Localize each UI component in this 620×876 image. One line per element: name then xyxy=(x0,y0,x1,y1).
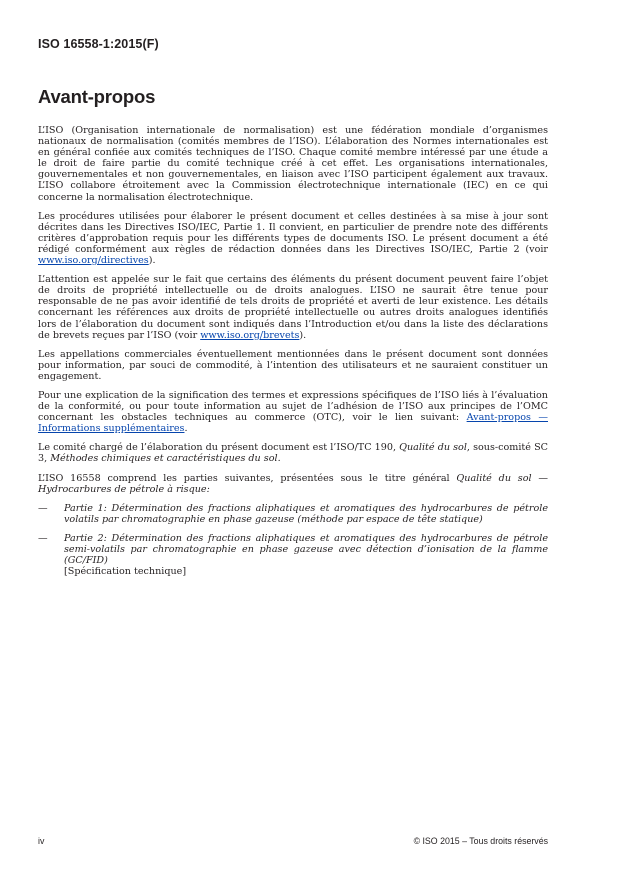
document-body xyxy=(38,125,548,585)
paragraph-iso-intro: L’ISO (Organisation internationale de normalisation) est une fédération mondiale d’organismes nationaux de normalisation (comités membres de l’ISO). L’élaboration des Normes internationales est en général confiée aux comités techniques de l’ISO. Chaque comité membre intéressé par une étude a le droit de faire partie du comité technique créé à cet effet. Les organisations internationales, gouvernementales et non gouvernementales, en liaison avec l’ISO participent également aux travaux. L’ISO collabore étroitement avec la Commission électrotechnique internationale (IEC) en ce qui concerne la normalisation électrotechnique. xyxy=(38,125,548,203)
paragraph-procedures xyxy=(38,211,548,266)
paragraph-conformity-text: Pour une explication de la signification des termes et expressions spécifiques de l’ISO liés à l’évaluation de la conformité, ou pour toute information au sujet de l’adhésion de l’ISO aux principes de l’OMC concernant les obstacles techniques au commerce (OTC), voir le lien suivant: xyxy=(38,389,548,424)
part-note: [Spécification technique] xyxy=(64,566,187,578)
directives-link[interactable]: www.iso.org/directives xyxy=(38,255,149,267)
document-id: ISO 16558-1:2015(F) xyxy=(38,37,159,51)
dash-bullet: — xyxy=(38,532,48,544)
paragraph-procedures-text: Les procédures utilisées pour élaborer le présent document et celles destinées à sa mise à jour sont décrites dans les Directives ISO/IEC, Partie 1. Il convient, en particulier de prendre note des différents critères d’approbation requis pour les différents types de documents ISO. Le présent document a été rédigé conformément aux règles de rédaction données dans les Directives ISO/IEC, Partie 2 (voir xyxy=(38,210,548,255)
paragraph-parts-intro xyxy=(38,473,548,495)
foreword-info-link[interactable]: Avant-propos — Informations supplémentaires xyxy=(38,412,548,435)
committee-text-b: , sous-comité SC 3, xyxy=(38,442,548,465)
patents-link[interactable]: www.iso.org/brevets xyxy=(200,329,300,341)
list-item xyxy=(38,503,548,525)
paragraph-patents-text: L’attention est appelée sur le fait que certains des éléments du présent document peuvent faire l’objet de droits de propriété intellectuelle ou de droits analogues. L’ISO ne saurait être tenue pour responsable de ne pas avoir identifié de tels droits de propriété et averti de leur existence. Les détails concernant les références aux droits de propriété intellectuelle ou autres droits analogues identifiés lors de l’élaboration du document sont indiqués dans l’Introduction et/ou dans la liste des déclarations de brevets reçues par l’ISO (voir xyxy=(38,274,548,341)
committee-name: Qualité du sol xyxy=(399,442,467,454)
parts-list xyxy=(38,503,548,578)
dash-bullet: — xyxy=(38,502,48,514)
part-title: Partie 1: Détermination des fractions aliphatiques et aromatiques des hydrocarbures de pétrole volatils par chromatographie en phase gazeuse (méthode par espace de tête statique) xyxy=(64,502,548,525)
page-number: iv xyxy=(38,836,45,846)
paragraph-committee xyxy=(38,442,548,464)
parts-general-title: Qualité du sol — Hydrocarbures de pétrole à risque: xyxy=(38,472,548,495)
paragraph-patents-end: ). xyxy=(299,329,307,341)
committee-text-a: Le comité chargé de l’élaboration du présent document est l’ISO/TC 190, xyxy=(38,442,400,454)
paragraph-procedures-end: ). xyxy=(148,255,156,267)
page-title: Avant-propos xyxy=(38,86,156,107)
parts-intro-text: L’ISO 16558 comprend les parties suivantes, présentées sous le titre général xyxy=(38,472,457,484)
paragraph-conformity-end: . xyxy=(184,423,188,435)
document-page xyxy=(38,0,548,876)
subcommittee-name: Méthodes chimiques et caractéristiques du sol xyxy=(50,453,278,465)
committee-text-end: . xyxy=(277,453,281,465)
list-item xyxy=(38,533,548,577)
paragraph-trade-names: Les appellations commerciales éventuellement mentionnées dans le présent document sont données pour information, par souci de commodité, à l’intention des utilisateurs et ne sauraient constituer un engagement. xyxy=(38,348,548,382)
paragraph-conformity xyxy=(38,390,548,434)
part-title: Partie 2: Détermination des fractions aliphatiques et aromatiques des hydrocarbures de pétrole semi-volatils par chromatographie en phase gazeuse avec détection d’ionisation de la flamme (GC/FID) xyxy=(64,532,548,567)
copyright-notice: © ISO 2015 – Tous droits réservés xyxy=(413,836,548,846)
paragraph-patents xyxy=(38,274,548,341)
